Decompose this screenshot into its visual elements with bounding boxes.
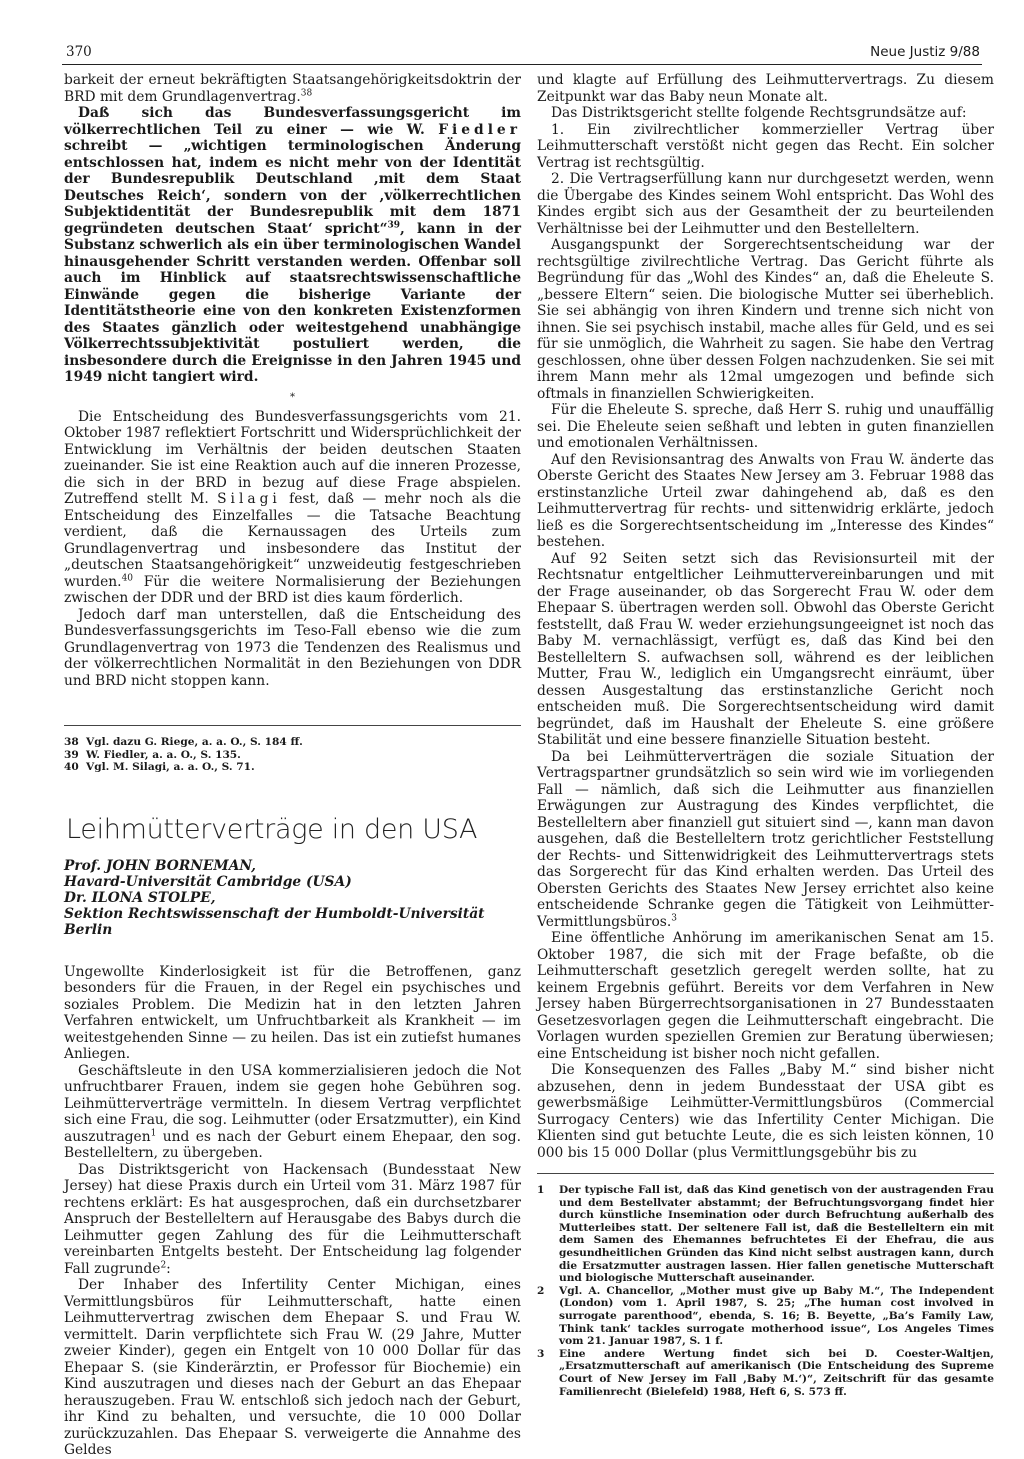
paragraph: Da bei Leihmütterverträgen die soziale Situation der Vertragspartner grundsätzlich so sein wird wie im vorliegenden Fall — nämlich, daß sich die Leihmutter aus finanziellen Erwägungen zur Austragung des Kindes verpflichtet, die Bestelleltern aber finanziell gut situiert sind —, kann man davon ausgehen, daß die Bestelleltern trotz gerichtlicher Feststellung der Rechts- und Sittenwidrigkeit des Leihmuttervertrags stets das Sorgerecht für das Kind erhalten werden. Das Urteil des Obersten Gerichts des Staates New Jersey errichtet also keine entscheidende Schranke gegen die Tätigkeit von Leihmütter-Vermittlungsbüros.$^3$ xyxy=(537,748,994,930)
footnote-ref[interactable]: 38 xyxy=(300,87,313,98)
paragraph: Die Entscheidung des Bundesverfassungsgerichts vom 21. Oktober 1987 reflektiert Fortschritt und Widersprüchlichkeit der Entwicklung im Verhältnis der beiden deutschen Staaten zueinander. Sie ist eine Reaktion auch auf die inneren Prozesse, die sich in der BRD in bezug auf diese Frage abspielen. Zutreffend stellt M. Silagi fest, daß — mehr noch als die Entscheidung des Einzelfalles — die Tatsache Beachtung verdient, daß die Kernaussagen des Urteils zum Grundlagenvertrag und insbesondere das Institut der „deutschen Staatsangehörigkeit“ unzweideutig festgeschrieben wurden.$^{40}$ Für die weitere Normalisierung der Beziehungen zwischen der DDR und der BRD ist dies kaum förderlich. xyxy=(64,408,522,606)
paragraph: Das Distriktsgericht von Hackensach (Bundesstaat New Jersey) hat diese Praxis durch ein Urteil vom 31. März 1987 für rechtens erklärt: Es hat ausgesprochen, daß ein durchsetzbarer Anspruch der Bestelleltern auf Herausgabe des Babys durch die Leihmutter gegen Zahlung des für die Leihmutterschaft vereinbarten Entgelts besteht. Der Entscheidung lag folgender Fall zugrunde$^2$: xyxy=(64,1161,521,1277)
author-affiliation: Sektion Rechtswissenschaft der Humboldt-Universität Berlin xyxy=(64,905,485,938)
paragraph: Daß sich das Bundesverfassungsgericht im völkerrechtlichen Teil zu einer — wie W. Fiedler schreibt — „wichtigen terminologischen Änderung entschlossen hat, indem es nicht mehr von der Identität der Bundesrepublik Deutschland ,mit dem Staat Deutsches Reich‘, sondern von der ,völkerrechtlichen Subjektidentität der Bundesrepublik mit dem 1871 gegründeten deutschen Staat‘ spricht“$^{39}$, kann in der Substanz schwerlich als ein über terminologischen Wandel hinausgehender Schritt verstanden werden. Offenbar soll auch im Hinblick auf staatsrechtswissenschaftliche Einwände gegen die bisherige Variante der Identitätstheorie eine von den konkreten Existenzformen des Staates gänzlich oder weitestgehend unabhängige Völkerrechtssubjektivität postuliert werden, die insbesondere durch die Ereignisse in den Jahren 1945 und 1949 nicht tangiert wird. xyxy=(64,105,521,385)
footnote xyxy=(537,1184,994,1285)
right-column xyxy=(537,72,994,1398)
footnote xyxy=(537,1348,994,1398)
spaced-author-name: Silagi xyxy=(217,491,281,507)
paragraph: Auf 92 Seiten setzt sich das Revisionsurteil mit der Rechtsnatur entgeltlicher Leihmuttervereinbarungen und mit der Frage auseinander, ob das Sorgerecht Frau W. oder dem Ehepaar S. übertragen werden soll. Obwohl das Oberste Gericht feststellt, daß Frau W. weder erziehungsungeeignet ist noch das Baby M. vernachlässigt, verfügt es, daß das Kind bei den Bestelleltern S. aufwachsen soll, während es der leiblichen Mutter, Frau W., lediglich ein Umgangsrecht einräumt, über dessen Ausgestaltung das erstinstanzliche Gericht noch entscheiden muß. Die Sorgerechtsentscheidung wird damit begründet, daß im Haushalt der Eheleute S. eine größere Stabilität und eine bessere finanzielle Situation besteht. xyxy=(537,550,994,748)
journal-issue: Neue Justiz 9/88 xyxy=(870,44,980,60)
header-rule xyxy=(62,64,982,65)
paragraph: barkeit der erneut bekräftigten Staatsangehörigkeitsdoktrin der BRD mit dem Grundlagenvertrag.$^{38}$ xyxy=(64,72,521,105)
paragraph: Die Konsequenzen des Falles „Baby M.“ sind bisher nicht abzusehen, denn in jedem Bundesstaat der USA gibt es gewerbsmäßige Leihmütter-Vermittlungsbüros (Commercial Surrogacy Centers) wie das Infertility Center Michigan. Die Klienten sind gut betuchte Leute, die es sich leisten können, 10 000 bis 15 000 Dollar (plus Vermittlungsgebühr bis zu xyxy=(537,1062,994,1161)
footnote xyxy=(537,1285,994,1348)
footnote-rule xyxy=(537,1173,994,1174)
paragraph: und klagte auf Erfüllung des Leihmuttervertrags. Zu diesem Zeitpunkt war das Baby neun Monate alt. xyxy=(537,72,994,105)
page-number: 370 xyxy=(66,44,92,60)
paragraph: Auf den Revisionsantrag des Anwalts von Frau W. änderte das Oberste Gericht des Staates New Jersey am 3. Februar 1988 das erstinstanzliche Urteil zwar dahingehend ab, daß es den Leihmuttervertrag für rechts- und sittenwidrig erklärte, jedoch ließ es die Sorgerechtsentscheidung im „Interesse des Kindes“ bestehen. xyxy=(537,451,994,550)
spaced-author-name: Fiedler xyxy=(438,121,521,138)
left-column xyxy=(64,72,521,1459)
footnote-number: 3 xyxy=(537,1347,545,1360)
footnote-number: 40 xyxy=(64,761,79,774)
footnote-text: Vgl. A. Chancellor, „Mother must give up Baby M.“, The Independent (London) vom 1. April 1987, S. 25; „The human cost involved in surrogate parenthood“, ebenda, S. 16; B. Beyette, „Ba’s Family Law, Think tank‘ tackles surrogate motherhood issue“, Los Angeles Times vom 21. Januar 1987, S. 1 f. xyxy=(559,1284,994,1348)
footnote-ref[interactable]: 1 xyxy=(150,1128,157,1139)
footnote-text: W. Fiedler, a. a. O., S. 135. xyxy=(86,748,241,761)
paragraph: Jedoch darf man unterstellen, daß die Entscheidung des Bundesverfassungsgerichts im Teso-Fall ebenso wie die zum Grundlagenvertrag von 1973 die Tendenzen des Realismus und der völkerrechtlichen Normalität in den Beziehungen von DDR und BRD nicht stoppen kann. xyxy=(64,606,521,689)
footnote-number: 39 xyxy=(64,748,79,761)
footnote-number: 1 xyxy=(537,1184,545,1196)
paragraph: Eine öffentliche Anhörung im amerikanischen Senat am 15. Oktober 1987, die sich mit der Frage befaßte, ob die Leihmutterschaft gesetzlich geregelt werden sollte, hat zu keinem Ergebnis geführt. Bereits vor dem Verfahren in New Jersey haben Bürgerrechtsorganisationen in 27 Bundesstaaten Gesetzesvorlagen gegen die Leihmutterschaft eingebracht. Die Vorlagen wurden speziellen Gremien zur Beratung überwiesen; eine Entscheidung ist bisher noch nicht gefallen. xyxy=(537,930,994,1062)
list-item: 2. Die Vertragserfüllung kann nur durchgesetzt werden, wenn die Übergabe des Kindes seinem Wohl entspricht. Das Wohl des Kindes ergibt sich aus der Gesamtheit der zu beurteilenden Verhältnisse bei der Leihmutter und den Bestelleltern. xyxy=(537,171,994,237)
list-item: 1. Ein zivilrechtlicher kommerzieller Vertrag über Leihmutterschaft verstößt nicht gegen das Recht. Ein solcher Vertrag ist rechtsgültig. xyxy=(537,121,994,171)
footnote-ref[interactable]: 39 xyxy=(387,219,401,230)
paragraph: Das Distriktsgericht stellte folgende Rechtsgrundsätze auf: xyxy=(551,105,967,121)
footnote-text: Vgl. M. Silagi, a. a. O., S. 71. xyxy=(86,761,255,774)
section-separator: * xyxy=(290,391,295,403)
author-block xyxy=(64,858,521,938)
footnote-ref[interactable]: 3 xyxy=(671,912,677,923)
footnote-rule xyxy=(64,725,521,726)
footnote xyxy=(64,761,521,774)
paragraph: Ungewollte Kinderlosigkeit ist für die Betroffenen, ganz besonders für die Frauen, in der Regel ein psychisches und soziales Problem. Die Medizin hat in den letzten Jahren Verfahren entwickelt, um Unfruchtbarkeit als Krankheit — im weitestgehenden Sinne — zu heilen. Das ist ein zutiefst humanes Anliegen. xyxy=(64,963,521,1063)
footnote-text: Vgl. dazu G. Riege, a. a. O., S. 184 ff. xyxy=(86,736,303,748)
paragraph: Der Inhaber des Infertility Center Michigan, eines Vermittlungsbüros für Leihmutterschaft, hatte einen Leihmuttervertrag zwischen dem Ehepaar S. und Frau W. vermittelt. Darin verpflichtete sich Frau W. (29 Jahre, Mutter zweier Kinder), gegen ein Entgelt von 10 000 Dollar für das Ehepaar S. (sie Kinderärztin, er Professor für Biochemie) ein Kind auszutragen und dieses nach der Geburt an das Ehepaar herauszugeben. Frau W. entschloß sich jedoch nach der Geburt, ihr Kind zu behalten, und versuchte, die 10 000 Dollar zurückzuzahlen. Das Ehepaar S. verweigerte die Annahme des Geldes xyxy=(64,1277,521,1459)
paragraph: Ausgangspunkt der Sorgerechtsentscheidung war der rechtsgültige zivilrechtliche Vertrag. Das Gericht führte als Begründung für das „Wohl des Kindes“ an, daß die Eheleute S. „bessere Eltern“ seien. Die biologische Mutter sei überheblich. Sie sei abhängig von ihren Kindern und trenne sich nicht von ihnen. Sie sei psychisch instabil, mache alles für Geld, und es sei für sie unmöglich, die Wahrheit zu sagen. Sie habe den Vertrag geschlossen, ohne über dessen Folgen nachzudenken. Sie sei mit ihrem Mann mehr als 12mal umgezogen und befinde sich oftmals in finanziellen Schwierigkeiten. xyxy=(537,237,994,402)
footnote-number: 38 xyxy=(64,736,79,748)
author-name: Dr. ILONA STOLPE, xyxy=(64,889,216,906)
footnote-text: Eine andere Wertung findet sich bei D. Coester-Waltjen, „Ersatzmutterschaft auf amerikanisch (Die Entscheidung des Supreme Court of New Jersey im Fall ,Baby M.‘)“, Zeitschrift für das gesamte Familienrecht (Bielefeld) 1988, Heft 6, S. 573 ff. xyxy=(559,1347,994,1398)
footnote-ref[interactable]: 2 xyxy=(160,1260,167,1271)
footnote xyxy=(64,736,521,749)
footnote-text: Der typische Fall ist, daß das Kind genetisch von der austragenden Frau und dem Bestellvater abstammt; der Befruchtungsvorgang findet hier durch künstliche Insemination oder durch Befruchtung außerhalb des Mutterleibes statt. Der seltenere Fall ist, daß die Bestelleltern ein mit dem Samen des Ehemannes befruchtetes Ei der Ehefrau, die aus gesundheitlichen Gründen das Kind nicht selbst austragen kann, durch die Ersatzmutter austragen lassen. Hier fallen genetische Mutterschaft und biologische Mutterschaft auseinander. xyxy=(559,1184,994,1285)
footnote-number: 2 xyxy=(537,1284,545,1297)
paragraph: Für die Eheleute S. spreche, daß Herr S. ruhig und unauffällig sei. Die Eheleute seien seßhaft und lebten in guten finanziellen und emotionalen Verhältnissen. xyxy=(537,402,994,451)
author-affiliation: Havard-Universität Cambridge (USA) xyxy=(64,873,352,890)
author-name: Prof. JOHN BORNEMAN, xyxy=(64,857,256,874)
footnote-ref[interactable]: 40 xyxy=(121,572,134,583)
article-title: Leihmütterverträge in den USA xyxy=(66,813,478,845)
footnote xyxy=(64,749,521,762)
paragraph: Geschäftsleute in den USA kommerzialisieren jedoch die Not unfruchtbarer Frauen, indem sie gegen hohe Gebühren sog. Leihmütterverträge vermitteln. In diesem Vertrag verpflichtet sich eine Frau, die sog. Leihmutter (oder Ersatzmutter), ein Kind auszutragen$^1$ und es nach der Geburt einem Ehepaar, den sog. Bestelleltern, zu übergeben. xyxy=(64,1062,521,1162)
